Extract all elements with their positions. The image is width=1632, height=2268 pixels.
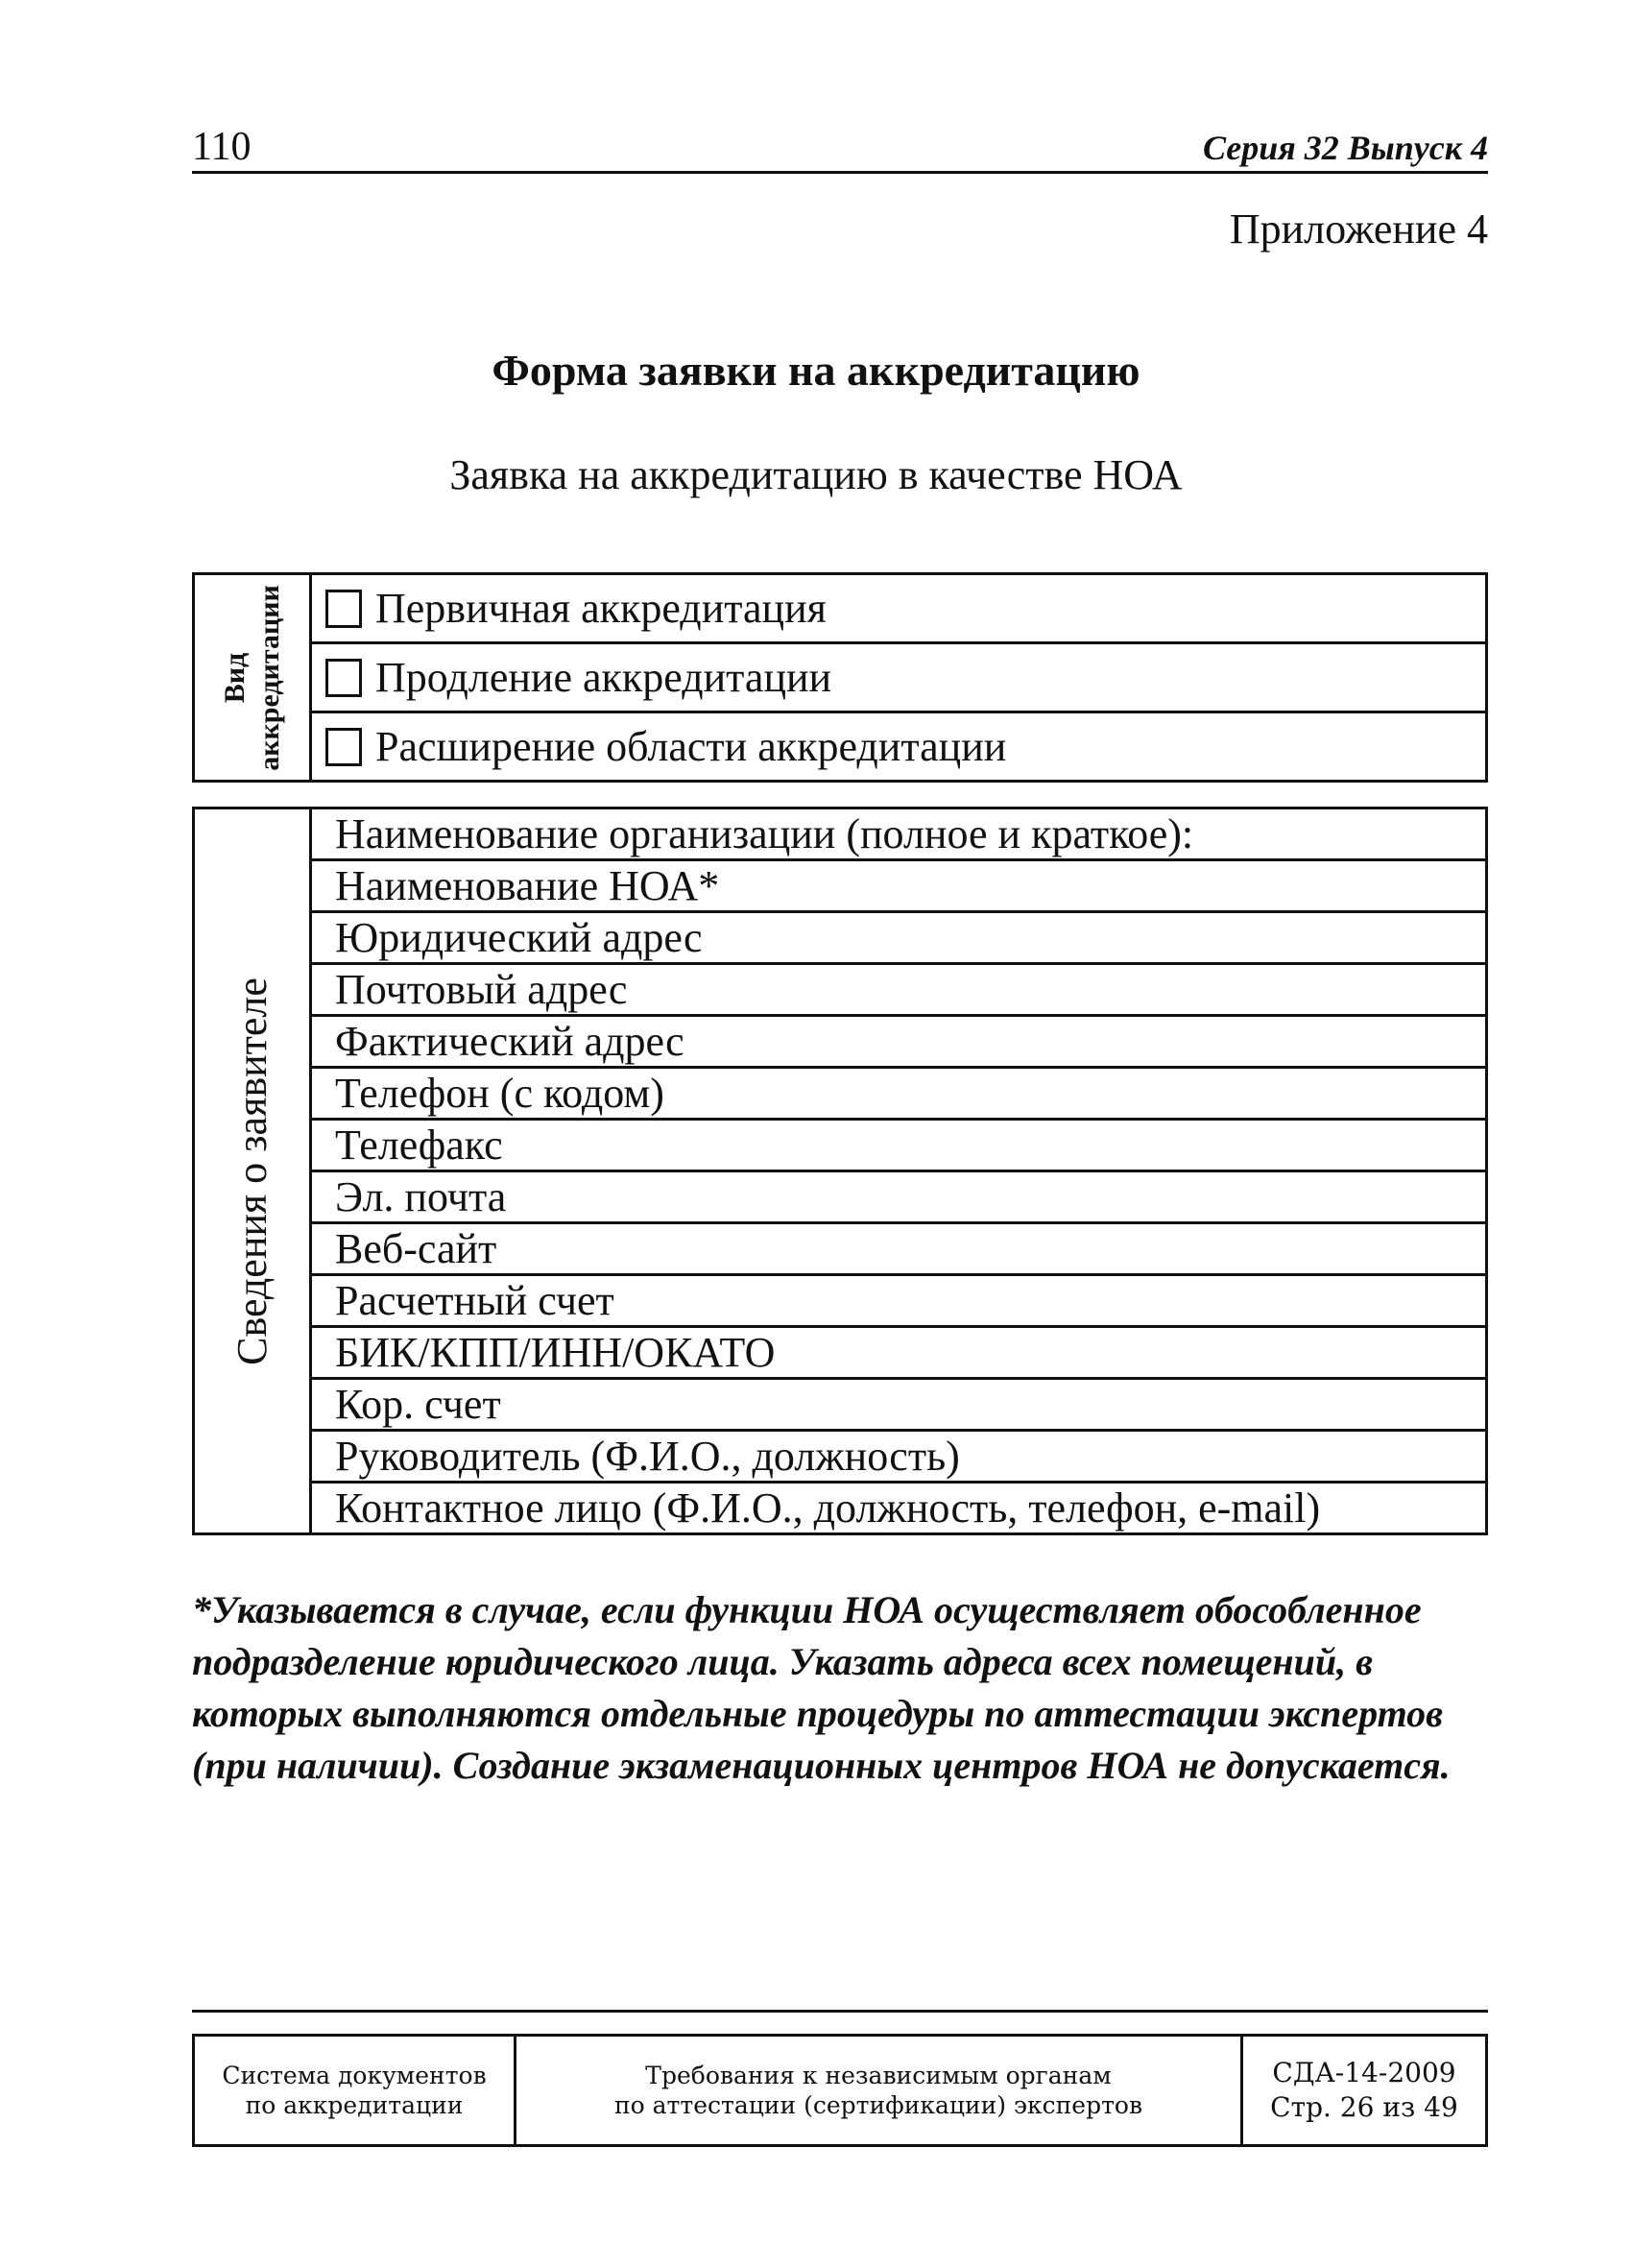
footer-center-line-2: по аттестации (сертификации) экспертов xyxy=(613,2091,1143,2119)
footer-left-line-1: Система документов xyxy=(222,2062,487,2089)
field-bank-codes[interactable]: БИК/КПП/ИНН/ОКАТО xyxy=(311,1327,1487,1379)
field-correspondent-account[interactable]: Кор. счет xyxy=(311,1379,1487,1431)
field-contact-person[interactable]: Контактное лицо (Ф.И.О., должность, телефон, e-mail) xyxy=(311,1483,1487,1534)
field-email[interactable]: Эл. почта xyxy=(311,1171,1487,1223)
footer-table xyxy=(192,2034,1488,2147)
option-label: Продление аккредитации xyxy=(375,653,832,701)
field-org-name[interactable]: Наименование организации (полное и краткое): xyxy=(311,808,1487,860)
header-rule xyxy=(192,171,1488,174)
footer-center-cell xyxy=(516,2036,1242,2146)
footer-right-cell xyxy=(1242,2036,1487,2146)
document-code: СДА-14-2009 xyxy=(1272,2057,1456,2088)
checkbox-extension[interactable] xyxy=(325,659,362,697)
form-title: Форма заявки на аккредитацию xyxy=(492,346,1140,395)
applicant-info-table xyxy=(192,807,1488,1535)
field-fax[interactable]: Телефакс xyxy=(311,1120,1487,1171)
footer-center-line-1: Требования к независимым органам xyxy=(645,2062,1112,2089)
field-bank-account[interactable]: Расчетный счет xyxy=(311,1275,1487,1327)
footnote: *Указывается в случае, если функции НОА осуществляет обособленное подразделение юридического лица. Указать адреса всех помещений, в которых выполняются отдельные процедуры по аттестации экспертов (при наличии). Создание экзаменационных центров НОА не допускается. xyxy=(192,1588,1451,1787)
appendix-label: Приложение 4 xyxy=(1229,205,1488,253)
applicant-side-cell xyxy=(194,808,311,1534)
option-label: Расширение области аккредитации xyxy=(375,722,1007,770)
form-subtitle: Заявка на аккредитацию в качестве НОА xyxy=(449,451,1183,498)
field-legal-address[interactable]: Юридический адрес xyxy=(311,912,1487,964)
option-scope-expansion[interactable] xyxy=(311,712,1487,782)
footer-rule xyxy=(192,2010,1488,2013)
accreditation-kind-side-label xyxy=(218,585,287,771)
option-extension-accreditation[interactable] xyxy=(311,643,1487,712)
page-counter: Стр. 26 из 49 xyxy=(1270,2091,1458,2123)
field-director[interactable]: Руководитель (Ф.И.О., должность) xyxy=(311,1431,1487,1483)
field-noa-name[interactable]: Наименование НОА* xyxy=(311,860,1487,912)
option-label: Первичная аккредитация xyxy=(375,584,827,632)
side-label-line-1: Вид xyxy=(218,652,251,703)
checkbox-primary[interactable] xyxy=(325,590,362,628)
field-website[interactable]: Веб-сайт xyxy=(311,1223,1487,1275)
footer-left-line-2: по аккредитации xyxy=(245,2091,464,2119)
side-label-line-2: аккредитации xyxy=(252,584,285,771)
footer-left-cell xyxy=(194,2036,516,2146)
option-primary-accreditation[interactable] xyxy=(311,574,1487,643)
accreditation-kind-table xyxy=(192,572,1488,783)
checkbox-scope-expansion[interactable] xyxy=(325,728,362,766)
field-postal-address[interactable]: Почтовый адрес xyxy=(311,964,1487,1016)
field-phone[interactable]: Телефон (с кодом) xyxy=(311,1068,1487,1120)
accreditation-kind-side-cell xyxy=(194,574,311,782)
applicant-side-label: Сведения о заявителе xyxy=(228,977,276,1365)
field-actual-address[interactable]: Фактический адрес xyxy=(311,1016,1487,1068)
series-label: Серия 32 Выпуск 4 xyxy=(1202,129,1488,167)
page-number: 110 xyxy=(192,125,252,169)
